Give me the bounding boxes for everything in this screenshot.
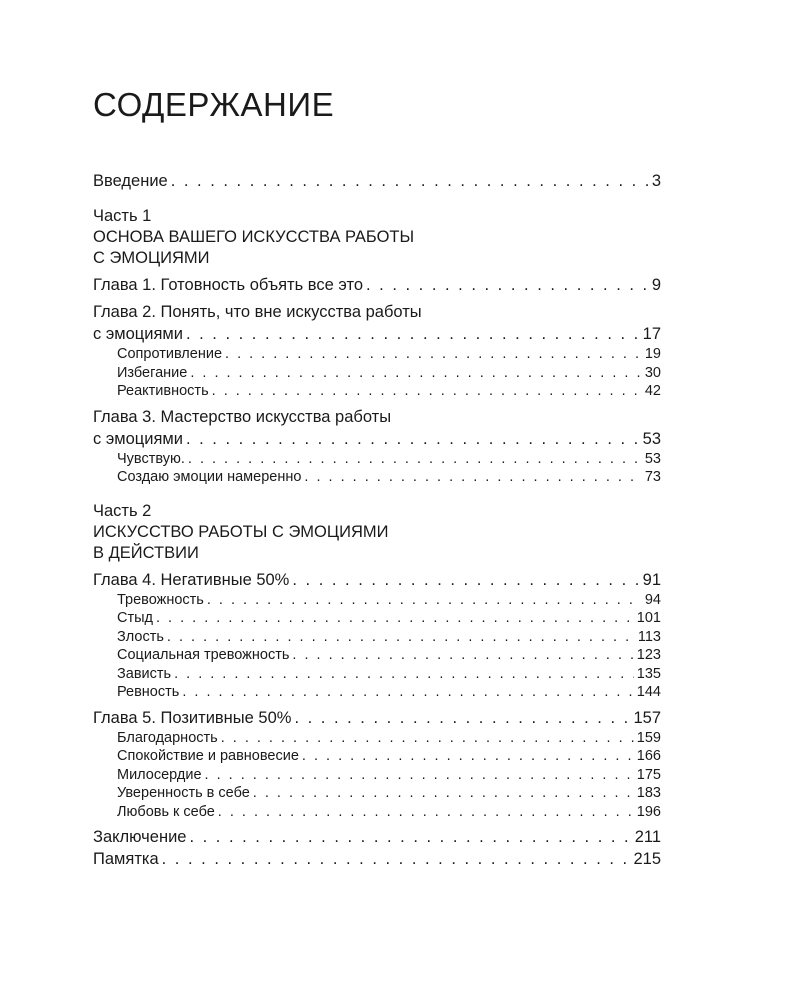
toc-entry-chapter-2[interactable] — [93, 323, 661, 345]
page-number: 196 — [636, 803, 661, 820]
page-number: 211 — [634, 828, 661, 846]
leader-dots — [294, 707, 630, 729]
toc-entry-memo[interactable] — [93, 848, 661, 870]
toc-subentry[interactable] — [93, 609, 661, 628]
entry-label: Чувствую. — [117, 450, 185, 467]
part-2-title-line2: В ДЕЙСТВИИ — [93, 543, 199, 562]
part-1-title-line1: ОСНОВА ВАШЕГО ИСКУССТВА РАБОТЫ — [93, 228, 415, 246]
entry-label: Спокойствие и равновесие — [117, 748, 299, 764]
leader-dots — [162, 848, 631, 870]
entry-label: Уверенность в себе — [117, 785, 250, 801]
part-2-title-line1: ИСКУССТВО РАБОТЫ С ЭМОЦИЯМИ — [93, 522, 389, 541]
part-1-label: Часть 1 — [93, 207, 152, 225]
toc-subentry[interactable] — [93, 450, 661, 469]
entry-label: Сопротивление — [117, 346, 223, 362]
entry-label: с эмоциями — [93, 429, 183, 448]
leader-dots — [205, 766, 634, 785]
chapter-3-title-line1: Глава 3. Мастерство искусства работы — [93, 407, 392, 426]
entry-label: Избегание — [117, 364, 188, 381]
part-1-heading — [93, 206, 661, 269]
toc-subentry[interactable] — [93, 747, 661, 766]
page-number: 53 — [644, 450, 661, 467]
page-number: 113 — [637, 628, 661, 645]
leader-dots — [221, 729, 634, 748]
toc-subentry[interactable] — [93, 628, 661, 647]
toc-subentry[interactable] — [93, 729, 661, 748]
page-number: 215 — [633, 850, 661, 868]
leader-dots — [188, 450, 642, 469]
part-1-title-line2: С ЭМОЦИЯМИ — [93, 249, 210, 267]
leader-dots — [292, 646, 633, 665]
entry-label: Социальная тревожность — [117, 647, 290, 663]
page-number: 135 — [636, 665, 661, 682]
toc-subentry[interactable] — [93, 803, 661, 822]
entry-label: Милосердие — [117, 766, 202, 783]
entry-label: Благодарность — [117, 729, 218, 746]
page-number: 30 — [644, 364, 661, 381]
page-number: 19 — [644, 346, 661, 362]
toc-subentry[interactable] — [93, 468, 661, 487]
leader-dots — [253, 784, 634, 803]
entry-label: Реактивность — [117, 383, 209, 399]
toc-entry-chapter-1[interactable] — [93, 274, 661, 296]
entry-label: Введение — [93, 172, 168, 190]
page-number: 166 — [636, 748, 661, 764]
entry-label: Памятка — [93, 850, 159, 868]
toc-subentry[interactable] — [93, 766, 661, 785]
leader-dots — [156, 609, 634, 628]
entry-label: Глава 4. Негативные 50% — [93, 570, 290, 589]
leader-dots — [186, 323, 640, 345]
entry-label: Ревность — [117, 684, 180, 700]
toc-subentry[interactable] — [93, 591, 661, 610]
leader-dots — [171, 170, 649, 192]
leader-dots — [304, 468, 641, 487]
toc-subentry[interactable] — [93, 382, 661, 401]
page-number: 144 — [636, 684, 661, 700]
page-number: 9 — [651, 276, 661, 294]
entry-label: Злость — [117, 628, 164, 645]
page-number: 42 — [644, 383, 661, 399]
page-number: 3 — [651, 172, 661, 190]
toc-entry-conclusion[interactable] — [93, 826, 661, 848]
leader-dots — [225, 345, 642, 364]
entry-label: Тревожность — [117, 591, 204, 608]
entry-label: Глава 1. Готовность объять все это — [93, 276, 363, 294]
leader-dots — [218, 803, 634, 822]
page-title: СОДЕРЖАНИЕ — [93, 86, 335, 123]
part-2-heading — [93, 501, 661, 564]
page-number: 17 — [642, 325, 661, 343]
entry-label: Заключение — [93, 828, 187, 846]
entry-label: с эмоциями — [93, 325, 183, 343]
toc-entry-intro[interactable] — [93, 170, 661, 192]
entry-label: Любовь к себе — [117, 803, 215, 820]
page-number: 123 — [636, 647, 661, 663]
page-number: 157 — [633, 708, 661, 727]
leader-dots — [292, 569, 639, 591]
toc-subentry[interactable] — [93, 683, 661, 702]
page-number: 53 — [642, 429, 661, 448]
toc-subentry[interactable] — [93, 665, 661, 684]
page-number: 175 — [636, 766, 661, 783]
toc-page — [93, 86, 661, 870]
entry-label: Зависть — [117, 665, 172, 682]
leader-dots — [366, 274, 649, 296]
leader-dots — [174, 665, 634, 684]
toc-entry-chapter-3[interactable] — [93, 428, 661, 450]
leader-dots — [182, 683, 633, 702]
toc-subentry[interactable] — [93, 784, 661, 803]
leader-dots — [186, 428, 640, 450]
toc-subentry[interactable] — [93, 364, 661, 383]
page-number: 159 — [636, 729, 661, 746]
leader-dots — [207, 591, 642, 610]
entry-label: Глава 5. Позитивные 50% — [93, 708, 292, 727]
page-number: 94 — [644, 591, 661, 608]
leader-dots — [189, 826, 631, 848]
leader-dots — [212, 382, 642, 401]
leader-dots — [167, 628, 635, 647]
toc-subentry[interactable] — [93, 646, 661, 665]
entry-label: Стыд — [117, 610, 153, 626]
page-number: 183 — [636, 785, 661, 801]
toc-subentry[interactable] — [93, 345, 661, 364]
part-2-label: Часть 2 — [93, 501, 152, 520]
entry-label: Создаю эмоции намеренно — [117, 469, 302, 485]
chapter-2-title-line1: Глава 2. Понять, что вне искусства работы — [93, 303, 422, 321]
page-number: 101 — [636, 610, 661, 626]
leader-dots — [302, 747, 634, 766]
toc-entry-chapter-4[interactable] — [93, 569, 661, 591]
toc-entry-chapter-5[interactable] — [93, 707, 661, 729]
leader-dots — [190, 364, 642, 383]
page-number: 91 — [642, 570, 661, 589]
page-number: 73 — [644, 469, 661, 485]
